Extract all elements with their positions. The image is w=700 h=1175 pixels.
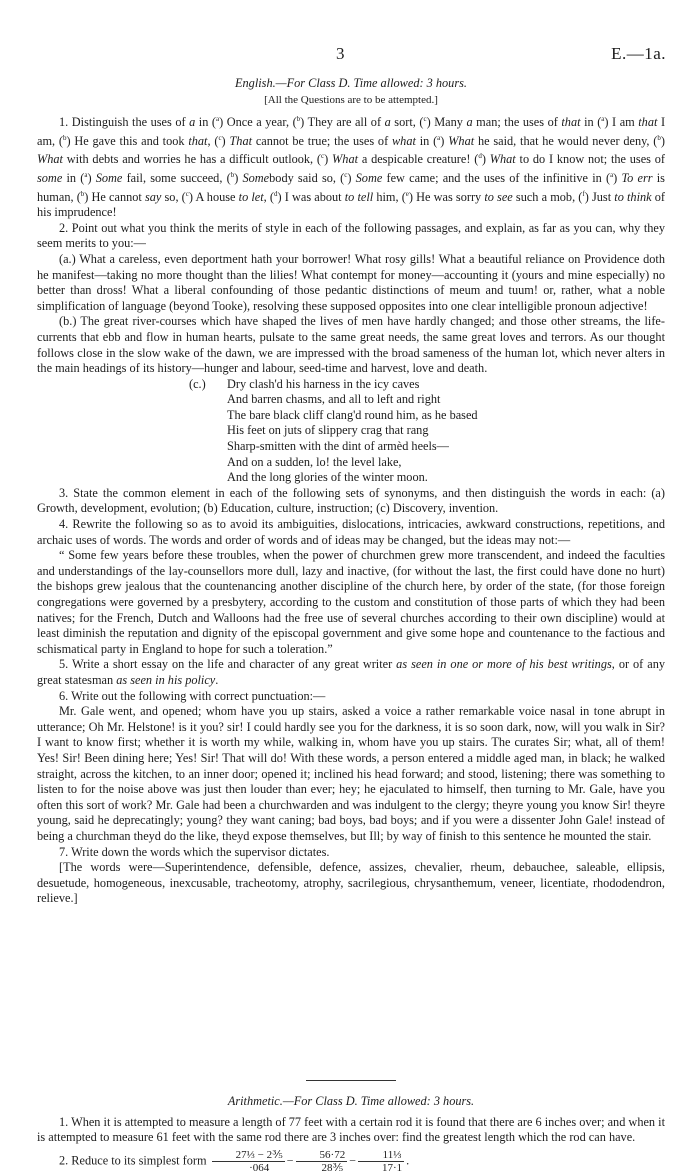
arithmetic-question-2: 2. Reduce to its simplest form $\frac{\text{27⅓ − 2⅗}}{\cdot 064}$ − $\frac{56\cdot 72}{\text{28⅗}}$ − $\frac{\text{11⅓}}{17\cdot 1}$ .: [59, 1148, 410, 1174]
poem-line: And the long glories of the winter moon.: [227, 470, 428, 485]
english-instruction-note: [All the Questions are to be attempted.]: [264, 93, 438, 106]
question-2b-passage: (b.) The great river-courses which have shaped the lives of men have hardly changed; and those other streams, the life-currents that ebb and flow in human hearts, pulsate to the same great needs, the same great loves and terrors. As our thought follows close in the slow wake of the dawn, we are impressed with the broad sameness of the human lot, which never alters in the main headings of its history—hunger and labour, seed-time and harvest, love and death.: [37, 314, 665, 376]
question-4-quotation: “ Some few years before these troubles, when the power of churchmen grew more transcendent, and indeed the faculties and understandings of the lay-counsellors more dull, lazy and inactive, (for without the last, the first could have done no hurt) the bishops grew jealous that the countenancing another discipline of the church here, by order of the state, (for those foreign congregations were governed by a presbytery, according to the custom and constitution of those parts of which they had been natives; for the French, Dutch and Walloons had the free use of several churches according to their own discipline) would at least diminish the reputation and dignity of the episcopal government and give some hope and countenance to the factious and schismatical party in England to hope for such a toleration.”: [37, 548, 665, 656]
question-2: 2. Point out what you think the merits of style in each of the following passages, and explain, as far as you can, why they seem merits to you:—: [37, 220, 665, 251]
fraction: $\frac{56\cdot 72}{\text{28⅗}}$: [296, 1149, 348, 1174]
poem-line: The bare black cliff clang'd round him, as he based: [227, 407, 478, 422]
poem-line: (c.) Dry clash'd his harness in the icy caves: [189, 376, 420, 391]
arithmetic-section: [37, 1094, 665, 1174]
question-5: 5. Write a short essay on the life and character of any great writer as seen in one or more of his best writings, or of any great statesman as seen in his policy.: [37, 657, 665, 687]
arithmetic-heading: Arithmetic.—For Class D. Time allowed: 3 hours.: [227, 1094, 475, 1108]
arithmetic-question-1: 1. When it is attempted to measure a length of 77 feet with a certain rod it is found that there are 6 inches over; and when it is attempted to measure 61 feet with the same rod there are 3 inches over: find the greatest length which the rod can have.: [37, 1114, 665, 1145]
section-divider: [306, 1080, 396, 1081]
question-6: 6. Write out the following with correct punctuation:—: [59, 688, 326, 703]
question-7-word-list: [The words were—Superintendence, defensible, defence, assizes, chevalier, rheum, debauchee, saleable, ellipsis, desuetude, homogeneous, inexcusable, tracheotomy, atrophy, sacrilegious, chrysanthemum, veneer, licentiate, rhododendron, relieve.]: [37, 860, 665, 906]
question-2c-poem: [189, 377, 665, 486]
question-2a-passage: (a.) What a careless, even deportment hath your borrower! What rosy gills! What a beautiful reliance on Providence doth he manifest—taking no more thought than the lilies! What contempt for money—accounting it (yours and mine especially) no better than dross! What a liberal confounding of those pedantic distinctions of meum and tuum! or, rather, what a noble simplification of language (beyond Tooke), resolving these supposed opposites into one clear intelligible pronoun adjective!: [37, 251, 665, 313]
english-section: [37, 76, 665, 907]
fraction: $\frac{\text{27⅓ − 2⅗}}{\cdot 064}$: [212, 1149, 285, 1174]
question-4: 4. Rewrite the following so as to avoid its ambiguities, dislocations, intricacies, awkward constructions, repetitions, and archaic uses of words. The words and order of words and of ideas may be changed, but the ideas may not:—: [37, 517, 665, 547]
question-7: 7. Write down the words which the supervisor dictates.: [59, 844, 330, 859]
poem-line: His feet on juts of slippery crag that rang: [227, 423, 429, 438]
poem-line: And on a sudden, lo! the level lake,: [227, 454, 402, 469]
question-3: 3. State the common element in each of the following sets of synonyms, and then distinguish the words in each: (a) Growth, development, evolution; (b) Education, culture, instruction; (c) Discovery, invention.: [37, 485, 665, 516]
question-1: 1. Distinguish the uses of a in ($^a$) Once a year, ($^b$) They are all of a sort, ($^c$) Many a man; the uses of that in ($^a$) I am that I am, ($^b$) He gave this and took that, ($^c$) That cannot be true; the uses of what in ($^a$) What he said, that he would never deny, ($^b$) What with debts and worries he has a difficult outlook, ($^c$) What a despicable creature! ($^d$) What to do I know not; the uses of some in ($^a$) Some fail, some succeed, ($^b$) Somebody said so, ($^c$) Some few came; and the uses of the infinitive in ($^a$) To err is human, ($^b$) He cannot say so, ($^c$) A house to let, ($^d$) I was about to tell him, ($^e$) He was sorry to see such a mob, ($^f$) Just to think of his imprudence!: [37, 115, 666, 220]
page-number: 3: [336, 44, 345, 63]
question-6-text: Mr. Gale went, and opened; whom have you up stairs, asked a voice a rather remarkable voice nasal in tone abrupt in utterance; Oh Mr. Helstone! is it you? sir! I could hardly see you for the darkness, it is so soon dark, now, will you walk in Sir? I want to know first; whether it is worth my while, walking in, whom have you up stairs. The curates Sir; what, all of them! Yes! Sir! Been dining here; Yes! Sir! That will do! With these words, a person entered a middle aged man, in black; he walked straight, across the kitchen, to an inner door; opened it; inclined his head forward; and stood, listening; there was something to listen to for the noise above was just then louder than ever; hey; he ejaculated to himself, then turning to Mr. Gale, have you often this sort of work? Mr. Gale had been a churchwarden and was indulgent to the clergy; theyre young you know Sir! theyre young, said he deprecatingly; young? they want caning; bad boys, bad boys; and if you were a dissenter John Gale! instead of being a churchman theyd do the like, theyd expose themselves, but Ill; by way of finish to this sentence he mounted the stair.: [37, 704, 665, 843]
fraction: $\frac{\text{11⅓}}{17\cdot 1}$: [358, 1149, 404, 1174]
document-reference: E.—1a.: [611, 44, 666, 63]
poem-label: (c.): [189, 376, 206, 391]
english-heading: English.—For Class D. Time allowed: 3 hours.: [235, 76, 467, 90]
poem-line: Sharp-smitten with the dint of armèd heels—: [227, 439, 449, 454]
poem-line: And barren chasms, and all to left and right: [227, 392, 441, 407]
